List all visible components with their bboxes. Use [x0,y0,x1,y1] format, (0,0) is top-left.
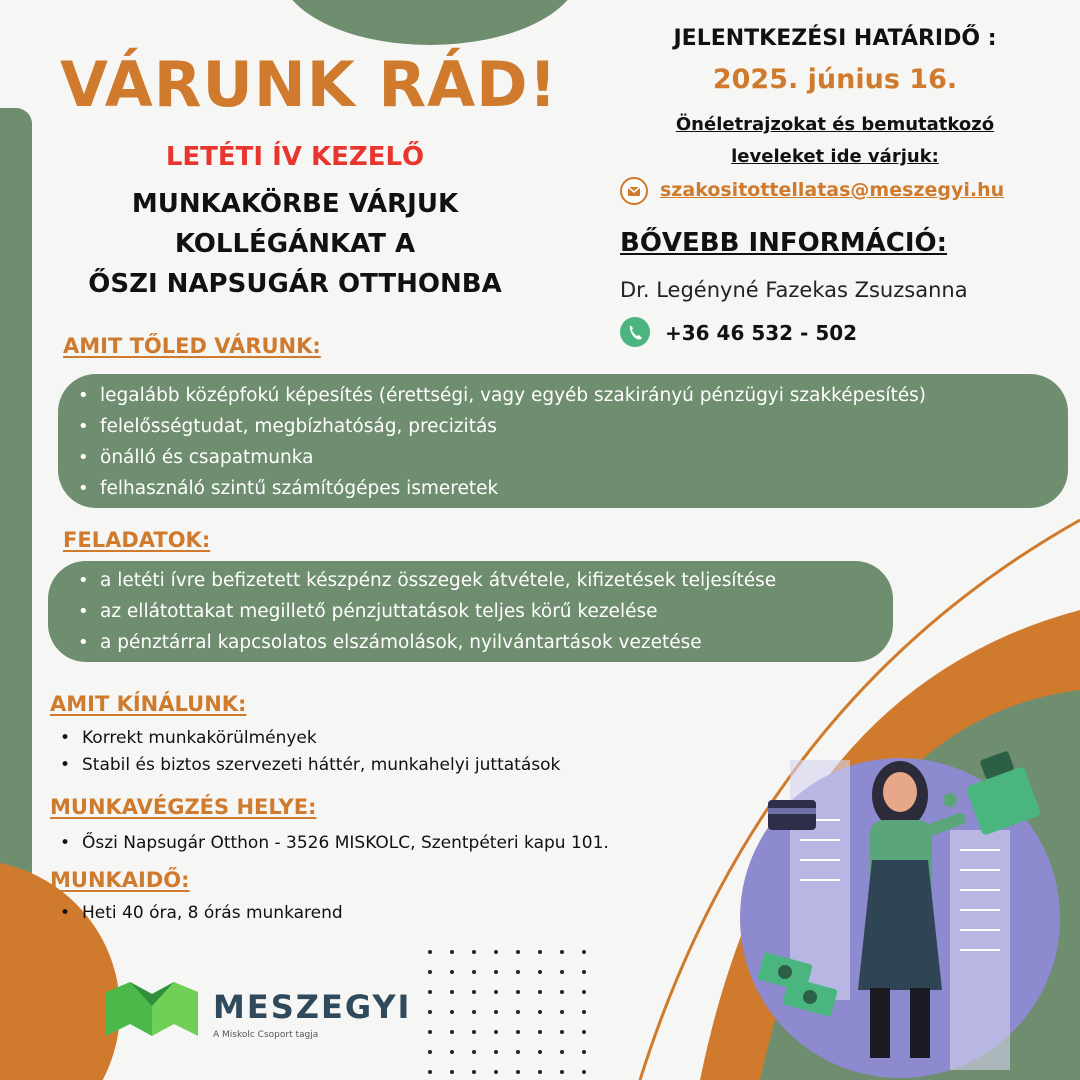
list-item: • Heti 40 óra, 8 órás munkarend [60,900,343,927]
subtitle-line-1: MUNKAKÖRBE VÁRJUK [131,189,459,219]
tasks-box [48,561,893,662]
subtitle-line-3: ŐSZI NAPSUGÁR OTTHONBA [88,269,502,299]
envelope-icon [620,177,648,205]
list-item: • Őszi Napsugár Otthon - 3526 MISKOLC, Szentpéteri kapu 101. [60,830,609,857]
logo-name: MESZEGYI [213,988,412,1026]
list-item: • a letéti ívre befizetett készpénz összegek átvétele, kifizetések teljesítése [78,565,893,596]
requirements-box [58,374,1068,508]
deadline-date: 2025. június 16. [712,64,958,95]
tasks-heading: FELADATOK: [63,528,211,552]
list-item: • az ellátottakat megillető pénzjuttatások teljes körű kezelése [78,596,893,627]
meszegyi-logo-mark [106,982,198,1036]
job-role: LETÉTI ÍV KEZELŐ [165,142,425,172]
list-item: • Stabil és biztos szervezeti háttér, munkahelyi juttatások [60,752,560,779]
deadline-label: JELENTKEZÉSI HATÁRIDŐ : [673,26,997,51]
hours-list [60,900,343,927]
list-item: • Korrekt munkakörülmények [60,725,560,752]
list-item: • a pénztárral kapcsolatos elszámolások, nyilvántartások vezetése [78,627,893,658]
subtitle-line-2: KOLLÉGÁNKAT A [174,229,416,259]
email-link[interactable]: szakositottellatas@meszegyi.hu [660,179,1005,201]
list-item: • felelősségtudat, megbízhatóság, precizitás [78,411,1068,442]
cv-text-line-1: Önéletrajzokat és bemutatkozó [675,114,995,135]
place-list [60,830,609,857]
offer-heading: AMIT KÍNÁLUNK: [50,692,247,716]
contact-name: Dr. Legényné Fazekas Zsuzsanna [620,278,968,302]
list-item: • felhasználó szintű számítógépes ismeretek [78,473,1068,504]
list-item: • legalább középfokú képesítés (érettségi, vagy egyéb szakirányú pénzügyi szakképesítés) [78,380,1068,411]
cv-text-line-2: leveleket ide várjuk: [731,146,939,167]
offer-list [60,725,560,779]
list-item: • önálló és csapatmunka [78,442,1068,473]
place-heading: MUNKAVÉGZÉS HELYE: [50,795,317,819]
phone-icon [620,317,650,347]
info-heading: BŐVEBB INFORMÁCIÓ: [620,228,948,258]
logo-tagline: A Miskolc Csoport tagja [213,1030,319,1040]
cashier-illustration [750,740,1050,1070]
hours-heading: MUNKAIDŐ: [50,868,190,892]
page-title: VÁRUNK RÁD! [60,48,558,121]
phone-number[interactable]: +36 46 532 - 502 [665,321,858,345]
requirements-heading: AMIT TŐLED VÁRUNK: [63,334,321,358]
